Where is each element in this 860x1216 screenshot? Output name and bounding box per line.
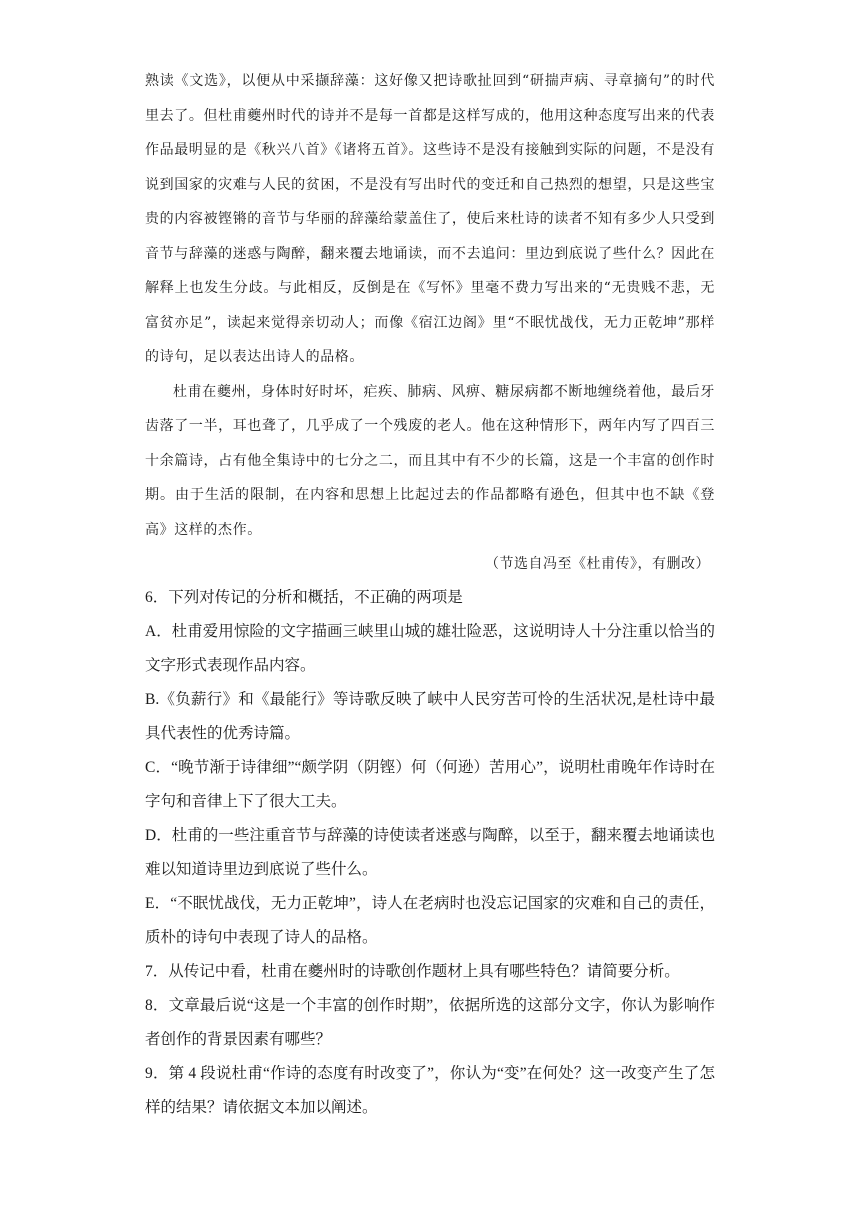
- question-7: 7．从传记中看，杜甫在夔州时的诗歌创作题材上具有哪些特色？请简要分析。: [145, 963, 680, 980]
- question-6-stem: 6．下列对传记的分析和概括，不正确的两项是: [145, 589, 463, 606]
- passage-paragraph-1: 熟读《文选》，以便从中采撷辞藻：这好像又把诗歌扯回到“研揣声病、寻章摘句”的时代里去了。但杜甫夔州时代的诗并不是每一首都是这样写成的，他用这种态度写出来的代表作品最明显的是《秋兴八首》《诸将五首》。这些诗不是没有接触到实际的问题，不是没有说到国家的灾难与人民的贫困，不是没有写出时代的变迁和自己热烈的想望，只是这些宝贵的内容被铿锵的音节与华丽的辞藻给蒙盖住了，使后来杜诗的读者不知有多少人只受到音节与辞藻的迷惑与陶醉，翻来覆去地诵读，而不去追问：里边到底说了些什么？因此在解释上也发生分歧。与此相反，反倒是在《写怀》里毫不费力写出来的“无贵贱不悲，无富贫亦足”，读起来觉得亲切动人；而像《宿江边阁》里“不眠忧战伐，无力正乾坤”那样的诗句，足以表达出诗人的品格。: [145, 73, 715, 365]
- question-8: 8．文章最后说“这是一个丰富的创作时期”，依据所选的这部分文字，你认为影响作者创作的背景因素有哪些？: [145, 997, 715, 1048]
- passage-source: （节选自冯至《杜甫传》，有删改）: [485, 556, 710, 572]
- question-6-option-b: B.《负薪行》和《最能行》等诗歌反映了峡中人民穷苦可怜的生活状况,是杜诗中最具代表性的优秀诗篇。: [145, 691, 715, 742]
- question-6-option-a: A．杜甫爱用惊险的文字描画三峡里山城的雄壮险恶，这说明诗人十分注重以恰当的文字形式表现作品内容。: [145, 623, 715, 674]
- question-6-option-d: D．杜甫的一些注重音节与辞藻的诗使读者迷惑与陶醉，以至于，翻来覆去地诵读也难以知道诗里边到底说了些什么。: [145, 827, 715, 878]
- question-6-option-c: C．“晚节渐于诗律细”“颇学阴（阴铿）何（何逊）苦用心”，说明杜甫晚年作诗时在字句和音律上下了很大工夫。: [145, 759, 715, 810]
- question-6-option-e: E．“不眠忧战伐，无力正乾坤”，诗人在老病时也没忘记国家的灾难和自己的责任，质朴的诗句中表现了诗人的品格。: [145, 895, 715, 946]
- document-page: [145, 64, 715, 1125]
- passage-paragraph-2: 杜甫在夔州，身体时好时坏，疟疾、肺病、风痹、糖尿病都不断地缠绕着他，最后牙齿落了一半，耳也聋了，几乎成了一个残废的老人。他在这种情形下，两年内写了四百三十余篇诗，占有他全集诗中的七分之二，而且其中有不少的长篇，这是一个丰富的创作时期。由于生活的限制，在内容和思想上比起过去的作品都略有逊色，但其中也不缺《登高》这样的杰作。: [145, 383, 715, 538]
- question-6: [145, 581, 715, 955]
- question-9: 9．第 4 段说杜甫“作诗的态度有时改变了”，你认为“变”在何处？这一改变产生了怎样的结果？请依据文本加以阐述。: [145, 1065, 715, 1116]
